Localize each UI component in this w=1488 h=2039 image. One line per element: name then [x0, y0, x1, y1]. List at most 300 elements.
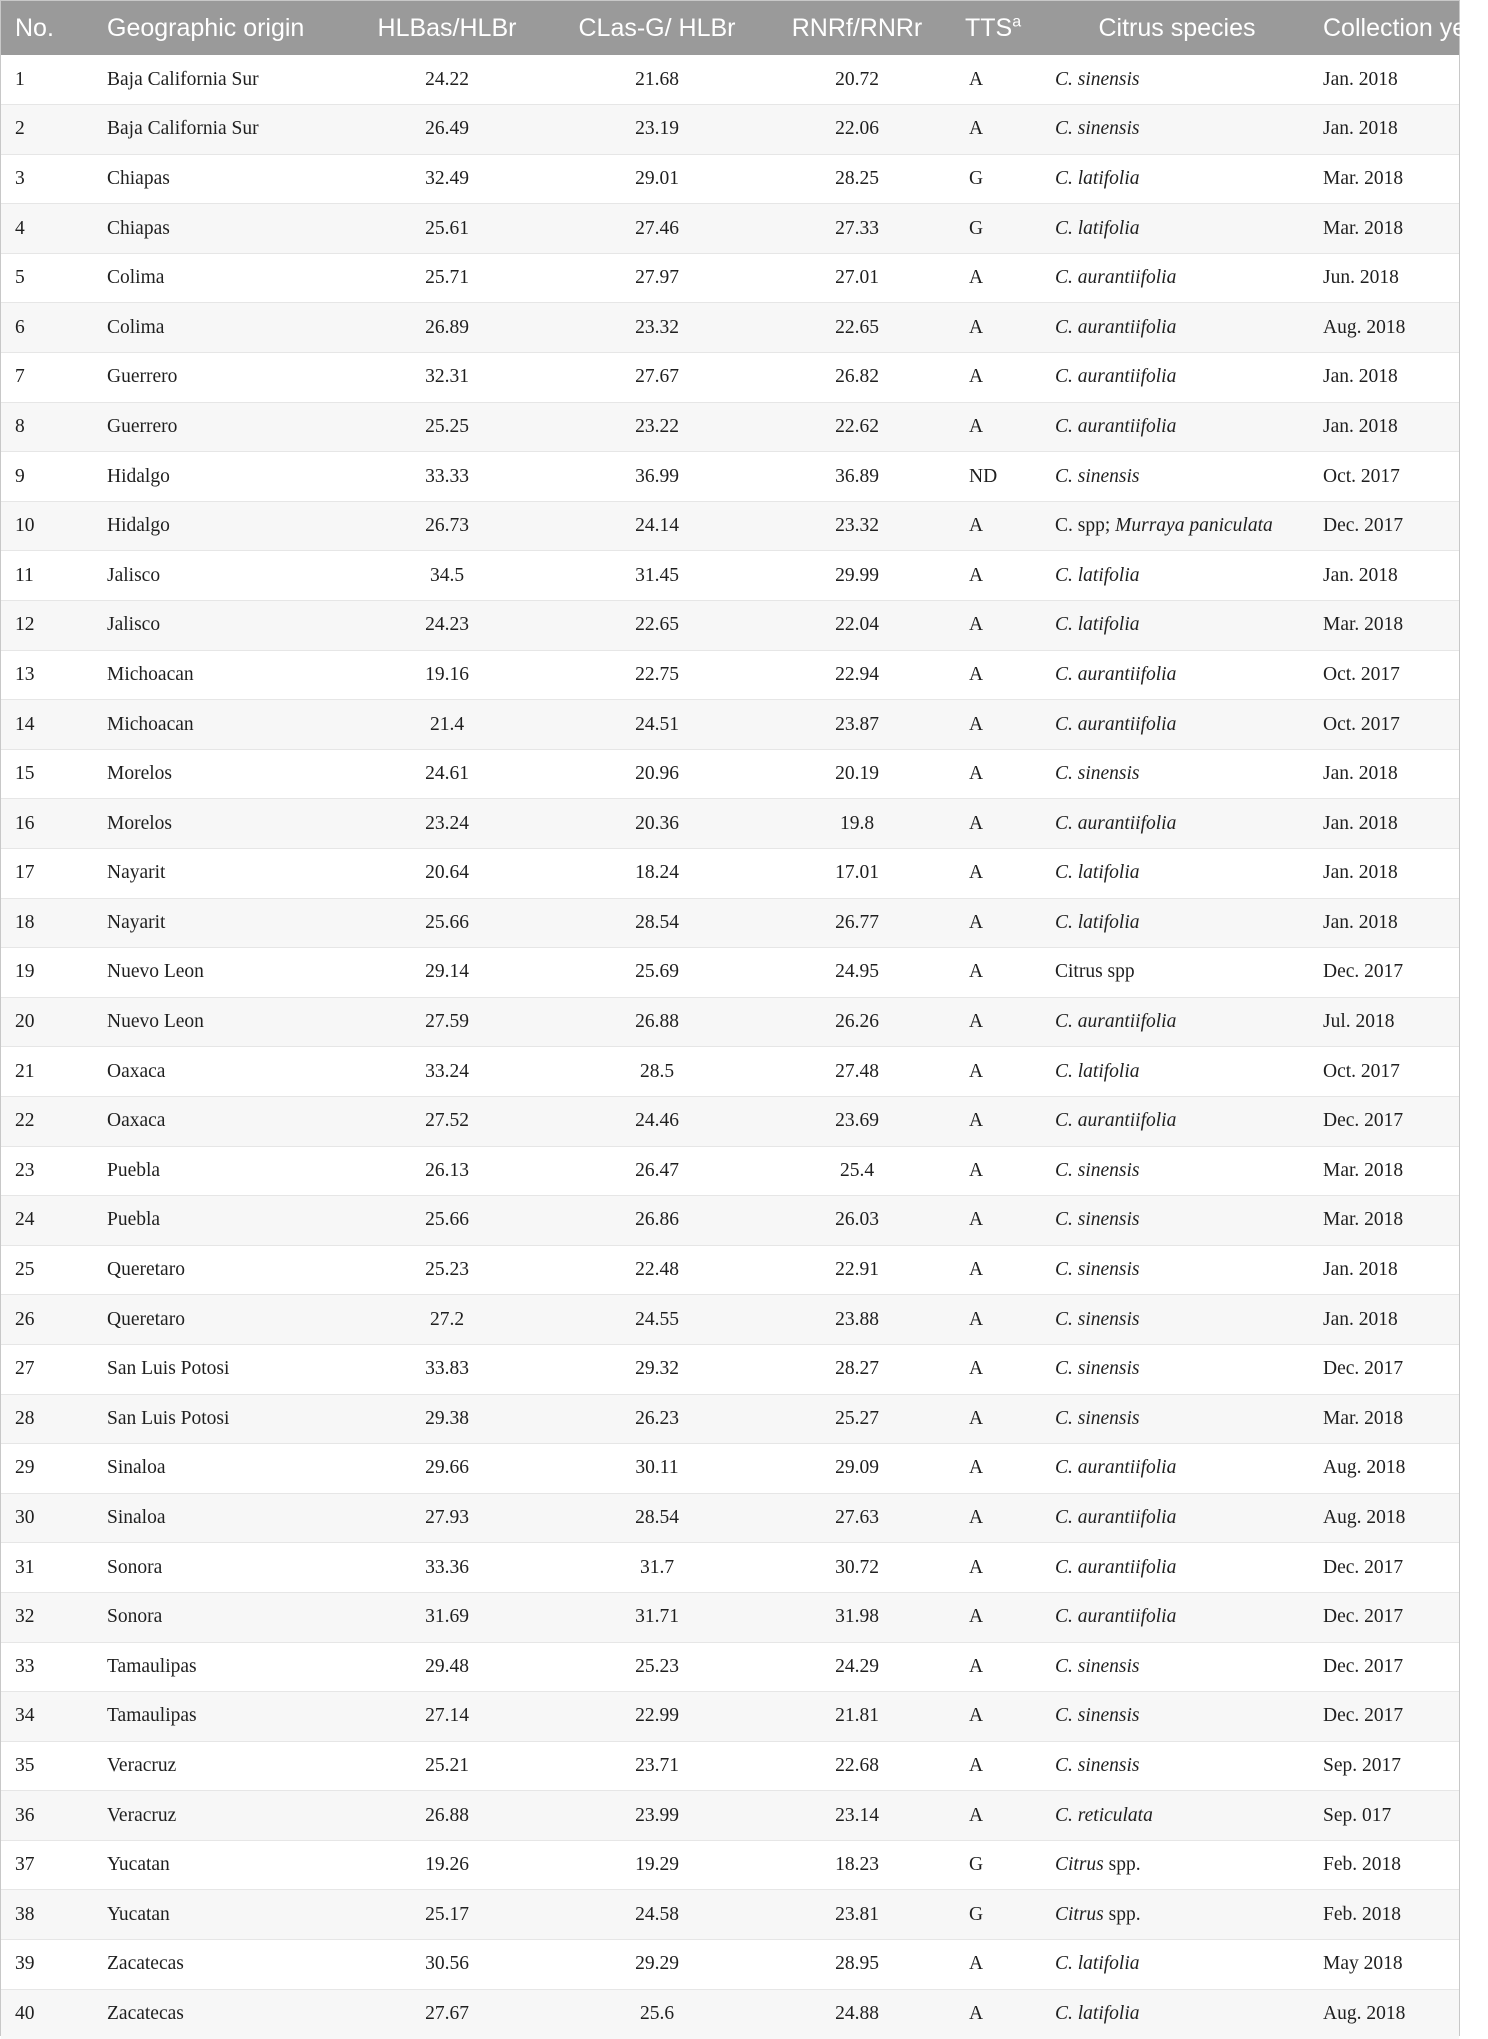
cell-tts: A [951, 1344, 1043, 1394]
cell-collection-year: Dec. 2017 [1311, 1642, 1459, 1692]
cell-tts: A [951, 849, 1043, 899]
header-collection-year: Collection year [1323, 13, 1488, 42]
cell-no: 27 [1, 1344, 93, 1394]
cell-clas-g-hlbr: 25.23 [551, 1642, 763, 1692]
species-italic-text: C. latifolia [1055, 217, 1140, 239]
table-row [1, 1692, 1459, 1742]
cell-hlbas-hlbr: 33.24 [343, 1047, 551, 1097]
species-italic-text: C. aurantiifolia [1055, 1556, 1177, 1578]
cell-citrus-species [1043, 1543, 1311, 1593]
cell-hlbas-hlbr: 27.2 [343, 1295, 551, 1345]
cell-tts: A [951, 700, 1043, 750]
cell-collection-year: Jul. 2018 [1311, 997, 1459, 1047]
header-rnrf-rnrr: RNRf/RNRr [791, 13, 923, 42]
header-citrus-species: Citrus species [1098, 13, 1256, 42]
species-italic-text: C. aurantiifolia [1055, 267, 1177, 289]
cell-rnrf-rnrr: 18.23 [763, 1840, 951, 1890]
cell-collection-year: Aug. 2018 [1311, 1493, 1459, 1543]
table-row [1, 551, 1459, 601]
cell-no: 18 [1, 898, 93, 948]
cell-citrus-species [1043, 1444, 1311, 1494]
cell-tts: A [951, 105, 1043, 155]
cell-no: 13 [1, 650, 93, 700]
species-italic-text: C. latifolia [1055, 2003, 1140, 2025]
cell-clas-g-hlbr: 21.68 [635, 68, 679, 90]
cell-no: 30 [1, 1493, 93, 1543]
cell-hlbas-hlbr: 24.23 [343, 601, 551, 651]
species-tail-text: spp. [1103, 1903, 1141, 1925]
cell-collection-year: Sep. 2017 [1311, 1741, 1459, 1791]
cell-citrus-species [1043, 303, 1311, 353]
cell-no: 23 [1, 1146, 93, 1196]
table-row [1, 1196, 1459, 1246]
cell-no: 40 [1, 1989, 93, 2039]
cell-citrus-species [1043, 1146, 1311, 1196]
cell-tts: A [951, 1592, 1043, 1642]
cell-geographic-origin: Colima [93, 253, 343, 303]
cell-citrus-species [1043, 650, 1311, 700]
cell-hlbas-hlbr: 25.25 [343, 402, 551, 452]
cell-geographic-origin: Hidalgo [93, 452, 343, 502]
cell-collection-year: Jan. 2018 [1323, 68, 1398, 90]
cell-no: 28 [1, 1394, 93, 1444]
cell-hlbas-hlbr: 34.5 [343, 551, 551, 601]
cell-clas-g-hlbr: 18.24 [551, 849, 763, 899]
cell-rnrf-rnrr: 25.4 [763, 1146, 951, 1196]
species-italic-text: C. aurantiifolia [1055, 1606, 1177, 1628]
table-row [1, 650, 1459, 700]
cell-rnrf-rnrr: 26.26 [763, 997, 951, 1047]
cell-geographic-origin: Morelos [93, 799, 343, 849]
cell-citrus-species [1043, 1989, 1311, 2039]
species-italic-text: C. aurantiifolia [1055, 812, 1177, 834]
cell-clas-g-hlbr: 25.6 [551, 1989, 763, 2039]
table-row [1, 997, 1459, 1047]
cell-citrus-species [1043, 1592, 1311, 1642]
table-row [1, 1096, 1459, 1146]
cell-hlbas-hlbr: 29.66 [343, 1444, 551, 1494]
cell-geographic-origin: Tamaulipas [93, 1642, 343, 1692]
cell-tts: A [951, 1642, 1043, 1692]
cell-collection-year: Mar. 2018 [1311, 204, 1459, 254]
cell-rnrf-rnrr: 22.62 [763, 402, 951, 452]
cell-collection-year: Dec. 2017 [1311, 1543, 1459, 1593]
cell-collection-year: Sep. 017 [1311, 1791, 1459, 1841]
cell-no: 6 [1, 303, 93, 353]
cell-collection-year: Jan. 2018 [1311, 799, 1459, 849]
cell-geographic-origin: Nayarit [93, 898, 343, 948]
table-row [1, 55, 1459, 105]
cell-clas-g-hlbr: 20.96 [551, 749, 763, 799]
table-row [1, 1940, 1459, 1990]
cell-geographic-origin: Queretaro [93, 1245, 343, 1295]
cell-no: 15 [1, 749, 93, 799]
cell-geographic-origin: Nayarit [93, 849, 343, 899]
cell-hlbas-hlbr: 24.61 [343, 749, 551, 799]
cell-hlbas-hlbr: 20.64 [343, 849, 551, 899]
cell-rnrf-rnrr: 23.14 [763, 1791, 951, 1841]
cell-collection-year: Jan. 2018 [1311, 105, 1459, 155]
cell-geographic-origin: Oaxaca [93, 1096, 343, 1146]
cell-rnrf-rnrr: 26.77 [763, 898, 951, 948]
table-row [1, 1245, 1459, 1295]
table-row [1, 204, 1459, 254]
cell-collection-year: Mar. 2018 [1311, 154, 1459, 204]
cell-tts: A [951, 253, 1043, 303]
cell-citrus-species [1043, 402, 1311, 452]
species-plain-text: Citrus spp [1055, 961, 1135, 983]
cell-collection-year: Oct. 2017 [1311, 650, 1459, 700]
cell-collection-year: Jan. 2018 [1311, 849, 1459, 899]
cell-tts: A [951, 402, 1043, 452]
species-italic-text: Murraya paniculata [1115, 515, 1273, 537]
table-row [1, 105, 1459, 155]
species-italic-text: C. aurantiifolia [1055, 1011, 1177, 1033]
cell-clas-g-hlbr: 25.69 [551, 948, 763, 998]
cell-rnrf-rnrr: 31.98 [763, 1592, 951, 1642]
cell-no: 37 [1, 1840, 93, 1890]
cell-tts: A [951, 997, 1043, 1047]
cell-collection-year: Dec. 2017 [1311, 1344, 1459, 1394]
cell-hlbas-hlbr: 29.38 [343, 1394, 551, 1444]
cell-hlbas-hlbr: 19.16 [343, 650, 551, 700]
cell-collection-year: Jan. 2018 [1311, 749, 1459, 799]
cell-hlbas-hlbr: 27.14 [343, 1692, 551, 1742]
cell-geographic-origin: Veracruz [93, 1791, 343, 1841]
species-italic-text: C. aurantiifolia [1055, 1507, 1177, 1529]
cell-collection-year: Feb. 2018 [1311, 1840, 1459, 1890]
table-row [1, 1989, 1459, 2039]
cell-collection-year: Jan. 2018 [1311, 551, 1459, 601]
cell-collection-year: Oct. 2017 [1311, 452, 1459, 502]
cell-no: 10 [1, 501, 93, 551]
cell-collection-year: Jan. 2018 [1311, 898, 1459, 948]
cell-tts: A [951, 1394, 1043, 1444]
cell-geographic-origin: Jalisco [93, 551, 343, 601]
cell-tts: A [951, 1940, 1043, 1990]
cell-citrus-species [1043, 1394, 1311, 1444]
cell-citrus-species [1043, 1940, 1311, 1990]
cell-rnrf-rnrr: 17.01 [763, 849, 951, 899]
cell-tts: A [951, 501, 1043, 551]
cell-citrus-species [1043, 1047, 1311, 1097]
cell-hlbas-hlbr: 25.66 [343, 1196, 551, 1246]
cell-no: 12 [1, 601, 93, 651]
table-row [1, 1791, 1459, 1841]
cell-collection-year: Aug. 2018 [1311, 1989, 1459, 2039]
cell-hlbas-hlbr: 27.52 [343, 1096, 551, 1146]
cell-geographic-origin: Zacatecas [93, 1940, 343, 1990]
species-italic-text: C. sinensis [1055, 1209, 1140, 1231]
header-row [1, 1, 1459, 55]
cell-hlbas-hlbr: 27.93 [343, 1493, 551, 1543]
cell-no: 16 [1, 799, 93, 849]
cell-geographic-origin: Colima [93, 303, 343, 353]
cell-rnrf-rnrr: 29.99 [763, 551, 951, 601]
cell-collection-year: Mar. 2018 [1311, 1394, 1459, 1444]
cell-clas-g-hlbr: 29.01 [551, 154, 763, 204]
cell-no: 32 [1, 1592, 93, 1642]
cell-rnrf-rnrr: 28.25 [763, 154, 951, 204]
cell-geographic-origin: Jalisco [93, 601, 343, 651]
table-row [1, 402, 1459, 452]
cell-tts: A [951, 601, 1043, 651]
cell-no: 14 [1, 700, 93, 750]
cell-tts: A [951, 749, 1043, 799]
cell-citrus-species [1043, 204, 1311, 254]
cell-citrus-species [1043, 700, 1311, 750]
species-italic-text: C. sinensis [1055, 1407, 1140, 1429]
cell-hlbas-hlbr: 32.31 [343, 353, 551, 403]
cell-rnrf-rnrr: 20.72 [835, 68, 879, 90]
species-italic-text: C. sinensis [1055, 118, 1140, 140]
species-italic-text: C. sinensis [1055, 1259, 1140, 1281]
cell-no: 22 [1, 1096, 93, 1146]
cell-clas-g-hlbr: 27.46 [551, 204, 763, 254]
cell-geographic-origin: Sonora [93, 1592, 343, 1642]
cell-citrus-species [1043, 105, 1311, 155]
table-row [1, 452, 1459, 502]
cell-clas-g-hlbr: 30.11 [551, 1444, 763, 1494]
species-italic-text: C. sinensis [1055, 1358, 1140, 1380]
table-row [1, 1840, 1459, 1890]
cell-citrus-species [1043, 1840, 1311, 1890]
cell-hlbas-hlbr: 25.71 [343, 253, 551, 303]
cell-no: 17 [1, 849, 93, 899]
cell-rnrf-rnrr: 24.95 [763, 948, 951, 998]
cell-clas-g-hlbr: 19.29 [551, 1840, 763, 1890]
cell-collection-year: Aug. 2018 [1311, 1444, 1459, 1494]
cell-clas-g-hlbr: 26.88 [551, 997, 763, 1047]
species-plain-text: C. spp; [1055, 515, 1116, 537]
cell-tts: A [951, 1543, 1043, 1593]
cell-citrus-species [1043, 1245, 1311, 1295]
cell-tts: A [951, 1989, 1043, 2039]
table-row [1, 849, 1459, 899]
cell-tts: G [951, 154, 1043, 204]
cell-clas-g-hlbr: 31.45 [551, 551, 763, 601]
cell-rnrf-rnrr: 30.72 [763, 1543, 951, 1593]
cell-clas-g-hlbr: 26.47 [551, 1146, 763, 1196]
table-row [1, 601, 1459, 651]
cell-rnrf-rnrr: 28.95 [763, 1940, 951, 1990]
cell-citrus-species [1043, 799, 1311, 849]
cell-hlbas-hlbr: 25.66 [343, 898, 551, 948]
cell-no: 19 [1, 948, 93, 998]
cell-rnrf-rnrr: 22.94 [763, 650, 951, 700]
cell-clas-g-hlbr: 29.32 [551, 1344, 763, 1394]
cell-collection-year: Jan. 2018 [1311, 1245, 1459, 1295]
cell-hlbas-hlbr: 25.17 [343, 1890, 551, 1940]
cell-citrus-species [1043, 898, 1311, 948]
cell-rnrf-rnrr: 23.88 [763, 1295, 951, 1345]
header-clas-g-hlbr: CLas-G/ HLBr [578, 13, 736, 42]
table-row [1, 1493, 1459, 1543]
species-italic-text: C. sinensis [1055, 1655, 1140, 1677]
cell-hlbas-hlbr: 25.23 [343, 1245, 551, 1295]
cell-tts: G [951, 1840, 1043, 1890]
cell-no: 34 [1, 1692, 93, 1742]
species-italic-text: Citrus [1055, 1903, 1104, 1925]
header-no: No. [15, 13, 54, 42]
cell-hlbas-hlbr: 23.24 [343, 799, 551, 849]
table-row [1, 1146, 1459, 1196]
cell-tts: A [951, 1245, 1043, 1295]
cell-tts: A [951, 1096, 1043, 1146]
cell-collection-year: Jan. 2018 [1311, 1295, 1459, 1345]
cell-rnrf-rnrr: 23.69 [763, 1096, 951, 1146]
cell-geographic-origin: Sinaloa [93, 1493, 343, 1543]
table-row [1, 501, 1459, 551]
cell-collection-year: Mar. 2018 [1311, 1146, 1459, 1196]
cell-rnrf-rnrr: 22.06 [763, 105, 951, 155]
species-tail-text: spp. [1103, 1854, 1141, 1876]
cell-collection-year: Jan. 2018 [1311, 402, 1459, 452]
cell-citrus-species [1043, 501, 1311, 551]
species-italic-text: C. latifolia [1055, 564, 1140, 586]
cell-geographic-origin: Zacatecas [93, 1989, 343, 2039]
cell-hlbas-hlbr: 29.14 [343, 948, 551, 998]
species-italic-text: C. latifolia [1055, 614, 1140, 636]
table-row [1, 1592, 1459, 1642]
cell-citrus-species [1043, 1692, 1311, 1742]
cell-citrus-species [1043, 948, 1311, 998]
species-italic-text: C. latifolia [1055, 167, 1140, 189]
species-italic-text: C. aurantiifolia [1055, 1457, 1177, 1479]
cell-no: 4 [1, 204, 93, 254]
cell-citrus-species [1043, 849, 1311, 899]
cell-tts: A [951, 303, 1043, 353]
species-italic-text: Citrus [1055, 1854, 1104, 1876]
cell-clas-g-hlbr: 24.55 [551, 1295, 763, 1345]
cell-rnrf-rnrr: 22.65 [763, 303, 951, 353]
cell-geographic-origin: San Luis Potosi [93, 1394, 343, 1444]
cell-citrus-species [1043, 154, 1311, 204]
header-tts-label: TTS [965, 13, 1013, 42]
cell-tts: A [951, 1692, 1043, 1742]
table-row [1, 799, 1459, 849]
cell-tts: ND [951, 452, 1043, 502]
cell-rnrf-rnrr: 26.82 [763, 353, 951, 403]
cell-hlbas-hlbr: 27.67 [343, 1989, 551, 2039]
cell-citrus-species [1043, 1196, 1311, 1246]
cell-geographic-origin: Morelos [93, 749, 343, 799]
cell-no: 11 [1, 551, 93, 601]
cell-collection-year: Dec. 2017 [1311, 1692, 1459, 1742]
cell-no: 36 [1, 1791, 93, 1841]
table-row [1, 303, 1459, 353]
cell-geographic-origin: Baja California Sur [107, 68, 259, 90]
cell-rnrf-rnrr: 29.09 [763, 1444, 951, 1494]
cell-geographic-origin: Baja California Sur [93, 105, 343, 155]
cell-geographic-origin: Veracruz [93, 1741, 343, 1791]
cell-rnrf-rnrr: 23.87 [763, 700, 951, 750]
cell-clas-g-hlbr: 23.71 [551, 1741, 763, 1791]
cell-tts: A [951, 1295, 1043, 1345]
species-italic-text: C. latifolia [1055, 1953, 1140, 1975]
cell-geographic-origin: Chiapas [93, 154, 343, 204]
cell-collection-year: Dec. 2017 [1311, 1592, 1459, 1642]
species-italic-text: C. aurantiifolia [1055, 713, 1177, 735]
cell-hlbas-hlbr: 19.26 [343, 1840, 551, 1890]
cell-no: 39 [1, 1940, 93, 1990]
cell-hlbas-hlbr: 21.4 [343, 700, 551, 750]
cell-geographic-origin: San Luis Potosi [93, 1344, 343, 1394]
species-italic-text: C. aurantiifolia [1055, 366, 1177, 388]
table-row [1, 1642, 1459, 1692]
species-italic-text: C. aurantiifolia [1055, 663, 1177, 685]
species-italic-text: C. sinensis [1055, 763, 1140, 785]
cell-clas-g-hlbr: 24.58 [551, 1890, 763, 1940]
cell-citrus-species [1043, 353, 1311, 403]
cell-clas-g-hlbr: 27.67 [551, 353, 763, 403]
cell-hlbas-hlbr: 24.22 [425, 68, 469, 90]
cell-citrus-species [1043, 1890, 1311, 1940]
cell-collection-year: Aug. 2018 [1311, 303, 1459, 353]
species-italic-text: C. sinensis [1055, 1705, 1140, 1727]
cell-clas-g-hlbr: 24.51 [551, 700, 763, 750]
cell-citrus-species [1043, 452, 1311, 502]
cell-rnrf-rnrr: 24.29 [763, 1642, 951, 1692]
cell-citrus-species [1043, 1741, 1311, 1791]
cell-collection-year: Dec. 2017 [1311, 1096, 1459, 1146]
cell-geographic-origin: Puebla [93, 1146, 343, 1196]
cell-clas-g-hlbr: 22.75 [551, 650, 763, 700]
cell-no: 21 [1, 1047, 93, 1097]
cell-clas-g-hlbr: 28.5 [551, 1047, 763, 1097]
table-row [1, 1394, 1459, 1444]
header-tts-footnote: a [1012, 13, 1022, 31]
cell-no: 1 [15, 68, 25, 90]
cell-collection-year: Mar. 2018 [1311, 601, 1459, 651]
species-italic-text: C. sinensis [1055, 1754, 1140, 1776]
cell-no: 7 [1, 353, 93, 403]
cell-citrus-species [1043, 55, 1311, 105]
cell-no: 9 [1, 452, 93, 502]
cell-clas-g-hlbr: 23.19 [551, 105, 763, 155]
cell-rnrf-rnrr: 23.32 [763, 501, 951, 551]
cell-rnrf-rnrr: 36.89 [763, 452, 951, 502]
table-row [1, 1741, 1459, 1791]
cell-rnrf-rnrr: 22.91 [763, 1245, 951, 1295]
cell-no: 31 [1, 1543, 93, 1593]
data-table [1, 1, 1488, 2039]
table-row [1, 749, 1459, 799]
cell-tts: A [951, 1741, 1043, 1791]
cell-hlbas-hlbr: 33.33 [343, 452, 551, 502]
cell-rnrf-rnrr: 19.8 [763, 799, 951, 849]
table-row [1, 1890, 1459, 1940]
cell-no: 5 [1, 253, 93, 303]
cell-clas-g-hlbr: 31.7 [551, 1543, 763, 1593]
cell-no: 25 [1, 1245, 93, 1295]
cell-hlbas-hlbr: 27.59 [343, 997, 551, 1047]
cell-rnrf-rnrr: 27.63 [763, 1493, 951, 1543]
cell-no: 3 [1, 154, 93, 204]
cell-hlbas-hlbr: 31.69 [343, 1592, 551, 1642]
cell-geographic-origin: Yucatan [93, 1840, 343, 1890]
header-tts [951, 1, 1043, 55]
cell-tts: A [951, 1791, 1043, 1841]
cell-tts: A [951, 1493, 1043, 1543]
cell-collection-year: May 2018 [1311, 1940, 1459, 1990]
cell-citrus-species [1043, 1642, 1311, 1692]
cell-no: 8 [1, 402, 93, 452]
cell-tts: A [951, 551, 1043, 601]
table-row [1, 154, 1459, 204]
cell-geographic-origin: Tamaulipas [93, 1692, 343, 1742]
table-body [1, 55, 1459, 2039]
